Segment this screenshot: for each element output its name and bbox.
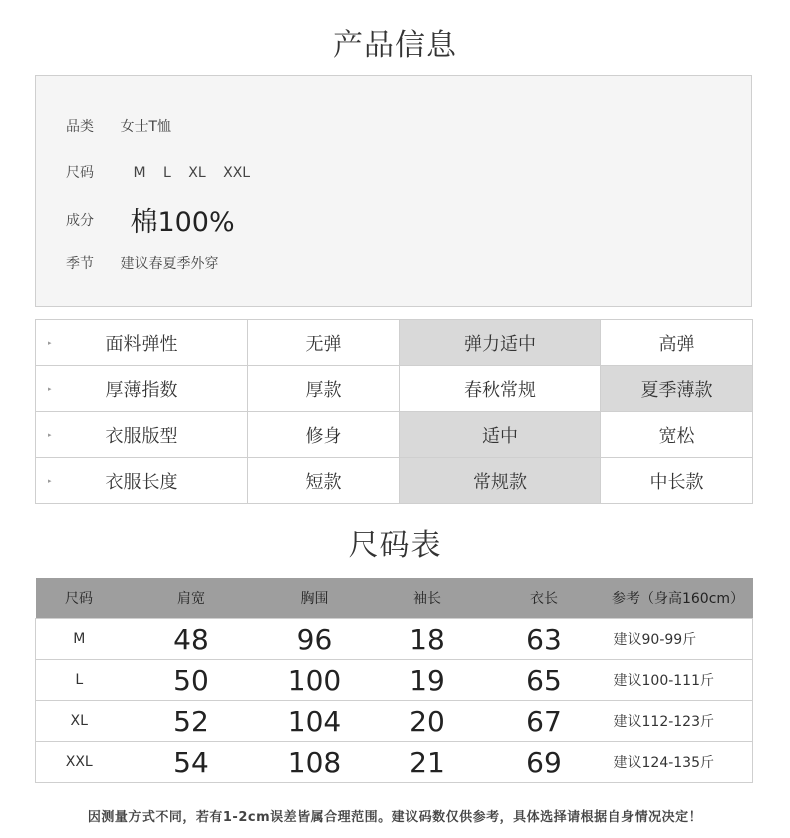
cell-shoulder: 48 bbox=[123, 619, 260, 660]
attr-option: 高弹 bbox=[601, 320, 753, 366]
product-info-box bbox=[35, 75, 752, 307]
size-chart-title: 尺码表 bbox=[348, 528, 442, 563]
table-row bbox=[36, 742, 753, 783]
cell-length: 63 bbox=[485, 619, 604, 660]
attr-option-selected: 适中 bbox=[400, 412, 601, 458]
size-chart-table bbox=[35, 578, 753, 783]
cell-length: 67 bbox=[485, 701, 604, 742]
info-row-season bbox=[66, 253, 218, 273]
header-reference: 参考（身高160cm） bbox=[604, 578, 753, 619]
cell-shoulder: 54 bbox=[123, 742, 260, 783]
cell-sleeve: 20 bbox=[370, 701, 485, 742]
cell-size: M bbox=[36, 619, 123, 660]
season-label: 季节 bbox=[66, 256, 94, 272]
cell-size: L bbox=[36, 660, 123, 701]
cell-reference: 建议124-135斤 bbox=[604, 742, 753, 783]
cell-sleeve: 19 bbox=[370, 660, 485, 701]
attribute-table bbox=[35, 319, 753, 504]
product-info-title: 产品信息 bbox=[333, 28, 457, 63]
attr-label: 厚薄指数 bbox=[105, 379, 178, 401]
cell-shoulder: 52 bbox=[123, 701, 260, 742]
cell-shoulder: 50 bbox=[123, 660, 260, 701]
bullet-triangle-icon: ▸ bbox=[48, 338, 52, 347]
attr-label: 衣服长度 bbox=[105, 471, 178, 493]
size-label: 尺码 bbox=[66, 165, 94, 181]
info-row-category bbox=[66, 116, 171, 136]
cell-sleeve: 18 bbox=[370, 619, 485, 660]
attr-row-fit bbox=[36, 412, 753, 458]
table-row bbox=[36, 660, 753, 701]
cell-size: XL bbox=[36, 701, 123, 742]
attr-label: 衣服版型 bbox=[105, 425, 178, 447]
bullet-triangle-icon: ▸ bbox=[48, 476, 52, 485]
attr-label-cell bbox=[36, 458, 248, 504]
cell-reference: 建议90-99斤 bbox=[604, 619, 753, 660]
attr-label-cell bbox=[36, 366, 248, 412]
header-length: 衣长 bbox=[485, 578, 604, 619]
table-row bbox=[36, 619, 753, 660]
attr-row-thickness bbox=[36, 366, 753, 412]
attr-row-length bbox=[36, 458, 753, 504]
category-value: 女士T恤 bbox=[120, 119, 172, 135]
attr-label-cell bbox=[36, 320, 248, 366]
attr-option: 厚款 bbox=[248, 366, 400, 412]
cell-reference: 建议100-111斤 bbox=[604, 660, 753, 701]
attr-option: 修身 bbox=[248, 412, 400, 458]
cell-chest: 104 bbox=[260, 701, 370, 742]
footnote: 因测量方式不同，若有1-2cm误差皆属合理范围。建议码数仅供参考，具体选择请根据自身情况决定！ bbox=[87, 810, 703, 825]
material-value: 棉100% bbox=[130, 207, 235, 238]
size-chart-header-row bbox=[36, 578, 753, 619]
category-label: 品类 bbox=[66, 119, 94, 135]
cell-length: 69 bbox=[485, 742, 604, 783]
cell-chest: 96 bbox=[260, 619, 370, 660]
info-row-material bbox=[66, 200, 235, 239]
material-label: 成分 bbox=[66, 212, 94, 229]
cell-reference: 建议112-123斤 bbox=[604, 701, 753, 742]
attr-option: 春秋常规 bbox=[400, 366, 601, 412]
attr-label-cell bbox=[36, 412, 248, 458]
attr-option: 无弹 bbox=[248, 320, 400, 366]
header-size: 尺码 bbox=[36, 578, 123, 619]
header-shoulder: 肩宽 bbox=[123, 578, 260, 619]
attr-row-elasticity bbox=[36, 320, 753, 366]
attr-option-selected: 夏季薄款 bbox=[601, 366, 753, 412]
cell-chest: 108 bbox=[260, 742, 370, 783]
size-value-xxl: XXL bbox=[223, 165, 251, 181]
attr-option: 中长款 bbox=[601, 458, 753, 504]
bullet-triangle-icon: ▸ bbox=[48, 430, 52, 439]
cell-sleeve: 21 bbox=[370, 742, 485, 783]
cell-size: XXL bbox=[36, 742, 123, 783]
bullet-triangle-icon: ▸ bbox=[48, 384, 52, 393]
attr-option: 宽松 bbox=[601, 412, 753, 458]
season-value: 建议春夏季外穿 bbox=[120, 256, 219, 272]
size-value-xl: XL bbox=[188, 165, 206, 181]
attr-option-selected: 常规款 bbox=[400, 458, 601, 504]
cell-length: 65 bbox=[485, 660, 604, 701]
attr-label: 面料弹性 bbox=[105, 333, 178, 355]
header-sleeve: 袖长 bbox=[370, 578, 485, 619]
table-row bbox=[36, 701, 753, 742]
size-value-m: M bbox=[133, 165, 146, 181]
size-value-l: L bbox=[163, 165, 171, 181]
info-row-size bbox=[66, 162, 263, 182]
cell-chest: 100 bbox=[260, 660, 370, 701]
attr-option-selected: 弹力适中 bbox=[400, 320, 601, 366]
attr-option: 短款 bbox=[248, 458, 400, 504]
header-chest: 胸围 bbox=[260, 578, 370, 619]
